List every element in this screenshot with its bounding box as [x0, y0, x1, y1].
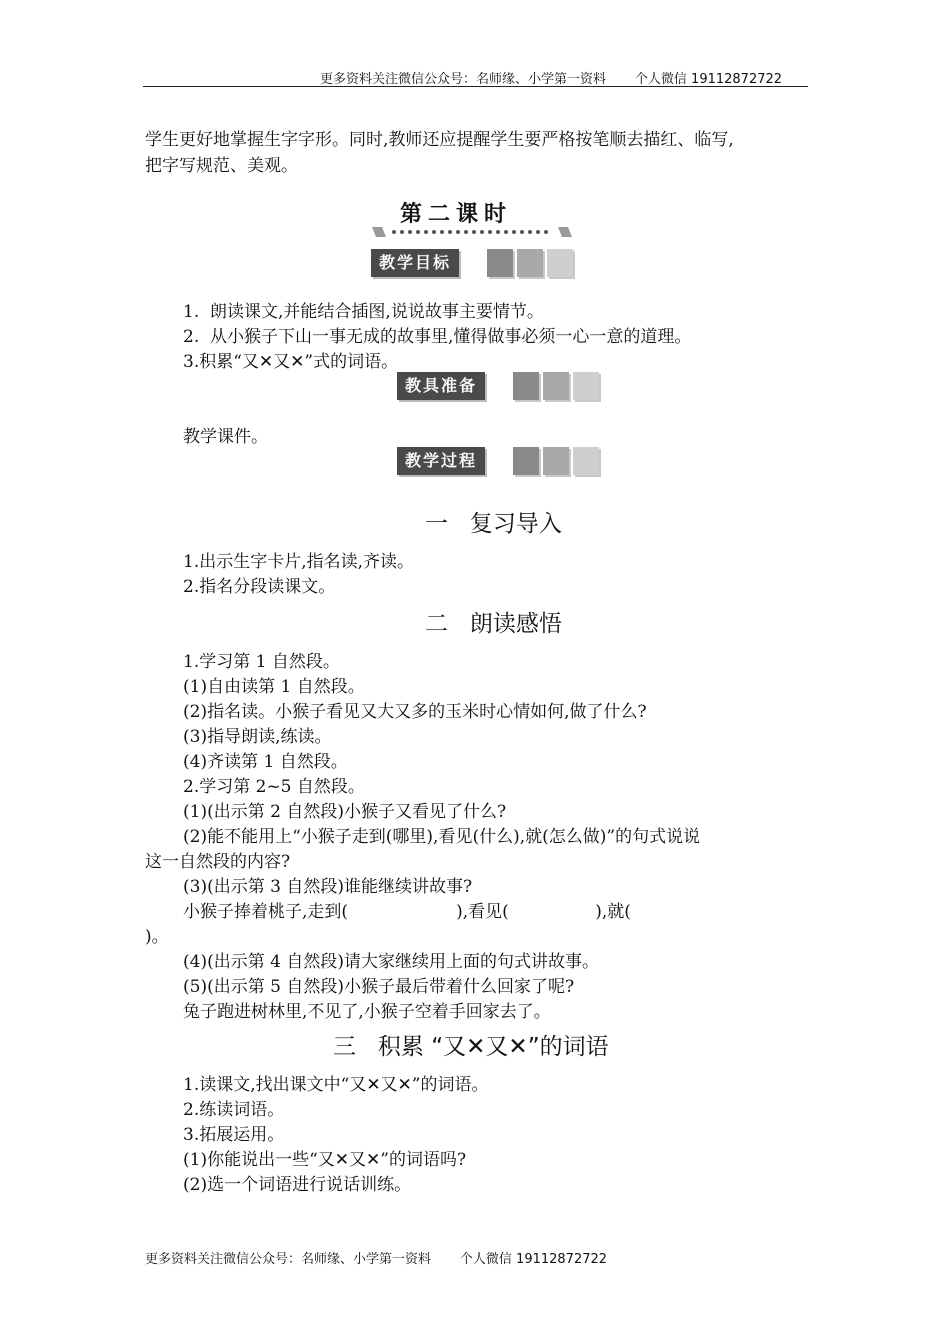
reading-line: )。 [145, 927, 169, 947]
section-title-reading: 二 朗读感悟 [425, 611, 562, 637]
badge-square [513, 372, 539, 400]
reading-line: (3)指导朗读,练读。 [183, 727, 332, 747]
section-title-review: 一 复习导入 [425, 511, 562, 537]
reading-line: 这一自然段的内容? [145, 852, 291, 872]
reading-line: (1)(出示第 2 自然段)小猴子又看见了什么? [183, 802, 507, 822]
reading-line: 兔子跑进树林里,不见了,小猴子空着手回家去了。 [183, 1002, 551, 1022]
accumulate-line: (2)选一个词语进行说话训练。 [183, 1175, 412, 1195]
reading-line: 1.学习第 1 自然段。 [183, 652, 340, 672]
section-title-accumulate: 三 积累 “又✕又✕”的词语 [333, 1034, 609, 1060]
badge-square [573, 447, 599, 475]
goal-item: 3.积累“又✕又✕”式的词语。 [183, 352, 399, 372]
reading-line: (4)齐读第 1 自然段。 [183, 752, 348, 772]
review-line: 1.出示生字卡片,指名读,齐读。 [183, 552, 415, 572]
intro-line-1: 学生更好地掌握生字字形。同时,教师还应提醒学生要严格按笔顺去描红、临写, [145, 130, 734, 150]
reading-line: (4)(出示第 4 自然段)请大家继续用上面的句式讲故事。 [183, 952, 599, 972]
badge-label: 教具准备 [397, 372, 485, 400]
reading-line: (3)(出示第 3 自然段)谁能继续讲故事? [183, 877, 473, 897]
badge-square [487, 249, 513, 277]
goal-item: 2. 从小猴子下山一事无成的故事里,懂得做事必须一心一意的道理。 [183, 327, 692, 347]
goal-item: 1. 朗读课文,并能结合插图,说说故事主要情节。 [183, 302, 544, 322]
badge-label: 教学过程 [397, 447, 485, 475]
accumulate-line: 2.练读词语。 [183, 1100, 285, 1120]
badge-teaching-process [397, 447, 607, 479]
accumulate-line: 1.读课文,找出课文中“又✕又✕”的词语。 [183, 1075, 489, 1095]
reading-line: (1)自由读第 1 自然段。 [183, 677, 365, 697]
badge-square [513, 447, 539, 475]
accumulate-line: (1)你能说出一些“又✕又✕”的词语吗? [183, 1150, 467, 1170]
reading-line: (2)能不能用上“小猴子走到(哪里),看见(什么),就(怎么做)”的句式说说 [183, 827, 701, 847]
badge-square [543, 372, 569, 400]
badge-square [543, 447, 569, 475]
header-divider [143, 86, 808, 87]
badge-teaching-goals [371, 249, 581, 281]
lesson-title-dots [372, 227, 572, 237]
reading-line: 小猴子捧着桃子,走到( ),看见( ),就( [183, 902, 631, 922]
accumulate-line: 3.拓展运用。 [183, 1125, 285, 1145]
tools-text: 教学课件。 [183, 427, 268, 447]
badge-square [547, 249, 573, 277]
reading-line: (5)(出示第 5 自然段)小猴子最后带着什么回家了呢? [183, 977, 575, 997]
badge-square [517, 249, 543, 277]
badge-teaching-tools [397, 372, 607, 404]
reading-line: (2)指名读。小猴子看见又大又多的玉米时心情如何,做了什么? [183, 702, 647, 722]
page-footer: 更多资料关注微信公众号：名师缘、小学第一资料 个人微信 19112872722 [145, 1252, 608, 1267]
badge-square [573, 372, 599, 400]
lesson-title: 第二课时 [400, 202, 513, 227]
badge-label: 教学目标 [371, 249, 459, 277]
review-line: 2.指名分段读课文。 [183, 577, 336, 597]
reading-line: 2.学习第 2~5 自然段。 [183, 777, 365, 797]
page-header: 更多资料关注微信公众号：名师缘、小学第一资料 个人微信 19112872722 [320, 72, 783, 87]
intro-line-2: 把字写规范、美观。 [145, 156, 298, 176]
